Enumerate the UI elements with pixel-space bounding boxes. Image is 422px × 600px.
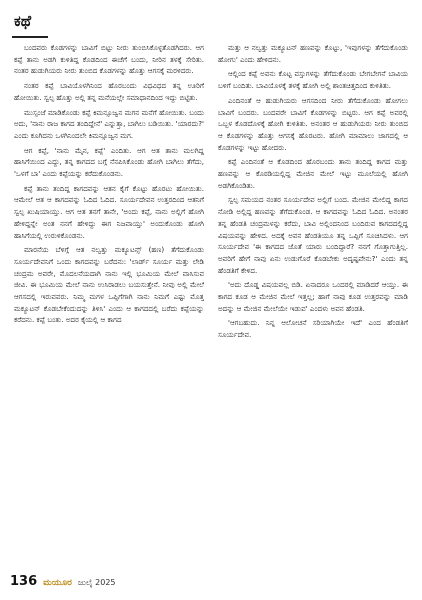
left-column	[14, 42, 204, 562]
paragraph: ಸ್ವಲ್ಪ ಸಮಯದ ನಂತರ ಸೂರ್ಯದೇವ ಅಲ್ಲಿಗೆ ಬಂದ. ಮೇಜಿನ ಮೇಲಿದ್ದ ಕಾಗದ ನೋಡಿ ಅಲ್ಲಿದ್ದ ಹಣವನ್ನು ತೆಗೆದುಕೊಂಡ. ಆ ಕಾಗದವನ್ನು ಓದಿದ ಓದಿದ. ಅನಂತರ ತನ್ನ ಹೆಂಡತಿ ಚಂದ್ರಮಳನ್ನು ಕರೆದು, ಬಾವಿ ಅಲ್ಲಿಂದನಿಂದ ಬಂದಿರುವ ಕಾಗದದಲ್ಲಿದ್ದ ವಿಷಯವನ್ನು ಹೇಳಿದ. ಅದಕ್ಕೆ ಅವನ ಹೆಂಡತಿಯೂ ತನ್ನ ಒಪ್ಪಿಗೆ ಸೂಚಿಸಿದಳು. ಆಗ ಸೂರ್ಯದೇವ 'ಈ ಕಾಗದದ ಜೊತೆ ಯಾರು ಬಂದಿದ್ದಾರೆ? ನನಗೆ ಗೊತ್ತಾಗುತ್ತಿಲ್ಲ. ಅವರಿಗೆ ಹೇಗೆ ನಾವು ಏನು ಉಡುಗೊರೆ ಕೊಡಬೇಕು ಅದೃಷ್ಟವೇನು?' ಎಂದು ತನ್ನ ಹೆಂಡತಿಗೆ ಕೇಳಿದ.	[218, 195, 408, 275]
article-body	[14, 42, 408, 562]
paragraph: ಬಂದವರು ಕೊಡಗಳನ್ನು ಬಾವಿಗೆ ಬಿಟ್ಟು ನೀರು ತುಂಬಿಸಿಕೊಳ್ಳತೊಡಗಿದರು. ಆಗ ಕಪ್ಪೆ ತಾನು ಅಡಗಿ ಕುಳಿತಿದ್ದ ಕೊಡದಿಂದ ಈಚೆಗೆ ಬಂದು, ನೀರಿನ ತಳಕ್ಕೆ ಸೇರಿತು. ನಂತರ ಹುಡುಗಿಯರು ನೀರು ತುಂಬಿದ ಕೊಡಗಳನ್ನು ಹೊತ್ತು ಆಗಸಕ್ಕೆ ಮರಳಿದರು.	[14, 43, 204, 76]
paragraph: ಎಂದಿನಂತೆ ಆ ಹುಡುಗಿಯರು ಆಗಸದಿಂದ ನೀರು ತೆಗೆದುಕೊಂಡು ಹೋಗಲು ಬಾವಿಗೆ ಬಂದರು. ಬಂದವರೇ ಬಾವಿಗೆ ಕೊಡಗಳನ್ನು ಬಿಟ್ಟರು. ಆಗ ಕಪ್ಪೆ ಅವರಲ್ಲಿ ಒಬ್ಬಳ ಕೊಡದೊಳಕ್ಕೆ ಹೋಗಿ ಕುಳಿತಿತು. ಅನಂತರ ಆ ಹುಡುಗಿಯರು ನೀರು ತುಂಬಿದ ಆ ಕೊಡಗಳನ್ನು ಹೊತ್ತು ಆಗಸಕ್ಕೆ ಹೊರಟರು. ಹೋಗಿ ಮಾಮಾಲು ಜಾಗದಲ್ಲಿ ಆ ಕೊಡಗಳನ್ನು ಇಟ್ಟು ಹೋದರು.	[218, 95, 408, 152]
section-underline	[12, 36, 48, 38]
page-number: 136	[10, 574, 38, 589]
section-header	[12, 8, 410, 38]
paragraph: ನಂತರ ಕಪ್ಪೆ ಬಾವಿಯೊಳಗಿನಿಂದ ಹೊರಬಂದು ವಿಧವಿಧದ ತನ್ನ ಊರಿಗೆ ಹೋಯಿತು. ಸ್ವಲ್ಪ ಹೊತ್ತು ಅಲ್ಲಿ ತನ್ನ ಮನೆಯಲ್ಲೇ ಸಮಾಧಾನದಿಂದ ಇದ್ದು ಬಿಟ್ಟಿತು.	[14, 81, 204, 102]
paragraph: ಆಲ್ಲಿಂದ ಕಪ್ಪೆ ಅವನು ಕೊಟ್ಟ ವಸ್ತುಗಳನ್ನು ತೆಗೆದುಕೊಂಡು ಬೇಗಬೇಗನೆ ಬಾವಿಯ ಬಳಿಗೆ ಬಂದಿತು. ಬಾವಿಯೊಳಕ್ಕೆ ತಳಕ್ಕೆ ಹೋಗಿ ಅಲ್ಲಿ ಶಾಂತಚಿತ್ತದಿಂದ ಕುಳಿತಿತು.	[218, 69, 408, 91]
paragraph: ಕಪ್ಪೆ ಎಂದಿನಂತೆ ಆ ಕೊಡದಿಂದ ಹೊರಬಂದು ತಾನು ತಂದಿದ್ದ ಕಾಗದ ಮತ್ತು ಹಣವನ್ನು ಆ ಕೊಠಡಿಯಲ್ಲಿದ್ದ ಮೇಜಿನ ಮೇಲೆ ಇಟ್ಟು ಮೂಲೆಯಲ್ಲಿ ಹೋಗಿ ಅಡಗಿಕೊಂಡಿತು.	[218, 157, 408, 190]
right-column	[218, 42, 408, 562]
issue-date: ಜುಲೈ 2025	[77, 578, 116, 587]
paragraph: 'ಅದು ದೊಡ್ಡ ವಿಷಯವಲ್ಲ ಬಿಡಿ. ಏನಾದರೂ ಒಂದರಲ್ಲಿ ಮಾಡಿದರೆ ಆಯ್ತು. ಈ ಕಾಗದ ಕೂಡ ಆ ಮೇಜಿನ ಮೇಲೆ ಇತ್ತಲ್ಲ; ಹಾಗೆ ನಾವು ಕೂಡ ಉತ್ತರವನ್ನು ಮಾಡಿ ಅದನ್ನು ಆ ಮೇಜಿನ ಮೇಲೆಯೇ ಇಡುವ' ಎಂದಳು ಅವನ ಹೆಂಡತಿ.	[218, 280, 408, 313]
paragraph: ಆಗ ಕಪ್ಪೆ, 'ನಾನು ಮೈನ, ಕಪ್ಪೆ' ಎಂದಿತು. ಆಗ ಆತ ತಾನು ಮಲಗಿದ್ದ ಹಾಸಿಗೆಯಿಂದ ಎದ್ದು, ತನ್ನ ಕಾಗದದ ಬಗ್ಗೆ ನೆನಪಿಸಿಕೊಂಡು ಹೋಗಿ ಬಾಗಿಲು ತೆಗೆದು, 'ಒಳಗೆ ಬಾ' ಎಂದು ಕಪ್ಪೆಯನ್ನು ಕರೆದುಕೊಂಡನು.	[14, 145, 204, 179]
section-title: ಕಥೆ	[14, 12, 32, 30]
paragraph: ಕಪ್ಪೆ ತಾನು ತಂದಿದ್ದ ಕಾಗದವನ್ನು ಆತನ ಕೈಗೆ ಕೊಟ್ಟು ಹೊರಟು ಹೋಯಿತು. ಆಮೇಲೆ ಆತ ಆ ಕಾಗದವನ್ನು ಓದಿದ ಓದಿದ. ಸೂರ್ಯದೇವನ ಉತ್ತರದಿಂದ ಆತನಿಗೆ ಸ್ವಲ್ಪ ಖುಷಿಯಾಯ್ತು. ಆಗ ಆತ ತನಗೆ ತಾನೇ, 'ಅಂದು ಕಪ್ಪೆ, ನಾನು ಅಲ್ಲಿಗೆ ಹೋಗಿ ಹೇಳಿದ್ದನ್ನೇ ಅಂತ ನನಗೆ ಹೇಳಿದ್ದು ಈಗ ನಿಜವಾಯ್ತು' ಅಂದುಕೊಂಡು ಹೋಗಿ ಹಾಸಿಗೆಯಲ್ಲಿ ಉರುಳಿಕೊಂಡನು.	[14, 183, 204, 240]
paragraph: ಮುಸ್ಸಂಜೆ ಮಾಡಿಕೊಂಡು ಕಪ್ಪೆ ಕಿಮನ್ಸೂಜ್ವನ ಮಗನ ಮನೆಗೆ ಹೋಯಿತು. ಬಂದು ಅದು, 'ನಾನು ರಾಜ ಕಾಗದ ತಂದಿದ್ದೇನೆ' ಎನ್ನುತ್ತಾ, ಬಾಗಿಲು ಬಡಿಯಿತು. 'ಯಾರದು?' ಎಂದು ಕೂಗಿದನು ಒಳಗಿನಿಂದಲೇ ಕಿಮನ್ಸೂಜ್ವನ ಮಗ.	[14, 107, 204, 140]
paragraph: ಮತ್ತು ಆ ನಲ್ವತ್ತು ಮಕ್ಯೂಟನ್ ಹಣವನ್ನು ಕೊಟ್ಟು, 'ಇವುಗಳನ್ನು ತೆಗೆದುಕೊಂಡು ಹೋಗು' ಎಂದು ಹೇಳಿದನು.	[218, 43, 408, 64]
magazine-logo: ಮಯೂರ	[43, 578, 72, 588]
paragraph: 'ಆಗಬಹುದು. ನಿನ್ನ ಆಲೋಚನೆ ಸರಿಯಾಗಿಯೇ ಇದೆ' ಎಂದ ಹೆಂಡತಿಗೆ ಸೂರ್ಯದೇವ.	[218, 318, 408, 340]
page-footer	[10, 574, 116, 590]
paragraph: ಮಾರನೆಯ ಬೆಳಿಗ್ಗೆ ಆತ ನಲ್ವತ್ತು ಮಕ್ಯೂಟನ್ಸ್ (ಹಣ) ತೆಗೆದುಕೊಂಡು ಸೂರ್ಯದೇವನಿಗೆ ಒಂದು ಕಾಗದವನ್ನು ಬರೆದನು: 'ಲಾರ್ಡ್ ಸೂರ್ಯ ಮತ್ತು ಲೇಡಿ ಚಂದ್ರಮ ಅವರೇ, ಮೊದಲನೆಯದಾಗಿ ನಾನು ಇಲ್ಲಿ ಭೂಮಿಯ ಮೇಲೆ ವಾಸಿಸುವ ಜೀವಿ. ಈ ಭೂಮಿಯ ಮೇಲೆ ನಾನು ಉಸಿರಾಡಲು ಬಯಸುತ್ತೇನೆ. ನೀವು ಅಲ್ಲಿ ಮೇಲೆ ಆಗಸದಲ್ಲಿ ಇರುವವರು. ನಿಮ್ಮ ಮಗಳ ಒಪ್ಪಿಗೆಗಾಗಿ ನಾನು ನಿಮಗೆ ಎಷ್ಟು ಮೊತ್ತ ಮಕ್ಯೂಟನ್ ಕೊಡಬೇಕೆಂದುದನ್ನು ತಿಳಿಸಿ' ಎಂದು ಆ ಕಾಗದದಲ್ಲಿ ಬರೆದು ಕಪ್ಪೆಯನ್ನು ಕರೆದನು. ಕಪ್ಪೆ ಬಂತು. ಅದರ ಕೈಯಲ್ಲಿ ಆ ಕಾಗದ	[14, 245, 204, 325]
